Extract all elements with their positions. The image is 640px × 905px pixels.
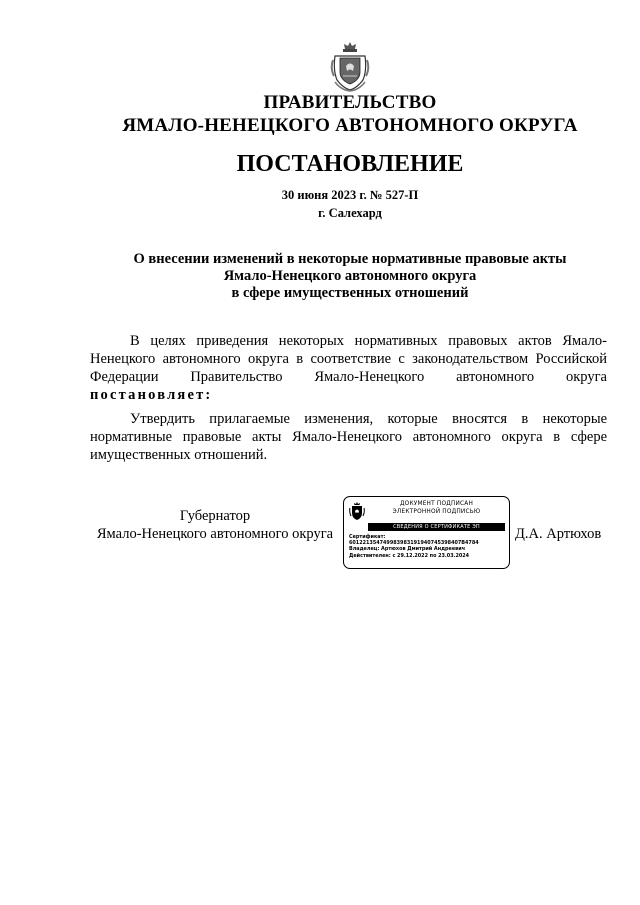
signatory-region: Ямало-Ненецкого автономного округа (96, 526, 334, 542)
stamp-cert-value: 601221354749983983191940745398407B4784 (349, 540, 479, 547)
stamp-cert-label: Сертификат: (349, 534, 386, 540)
resolution-paragraph (90, 410, 607, 464)
stamp-details (349, 534, 506, 559)
stamp-header (368, 501, 505, 516)
document-subject (0, 251, 640, 302)
paragraph-line: Ненецкого автономного округа в соответствие с законодательством Российской (90, 351, 607, 367)
paragraph-line: Утвердить прилагаемые изменения, которые вносятся в некоторые (130, 411, 607, 427)
subject-line: О внесении изменений в некоторые нормативные правовые акты (133, 251, 567, 267)
coat-of-arms-small-icon (349, 502, 365, 521)
government-name-line2: ЯМАЛО-НЕНЕЦКОГО АВТОНОМНОГО ОКРУГА (122, 115, 578, 136)
subject-line: в сфере имущественных отношений (231, 285, 469, 301)
electronic-signature-stamp (343, 496, 510, 569)
document-city: г. Салехард (318, 206, 382, 220)
stamp-owner: Владелец: Артюхов Дмитрий Андреевич (349, 546, 466, 553)
paragraph-line: Федерации Правительство Ямало-Ненецкого автономного округа (90, 369, 607, 385)
stamp-certificate-bar: СВЕДЕНИЯ О СЕРТИФИКАТЕ ЭП (368, 523, 505, 531)
paragraph-line: В целях приведения некоторых нормативных правовых актов Ямало- (130, 333, 607, 349)
stamp-header-line: ДОКУМЕНТ ПОДПИСАН (399, 501, 474, 507)
coat-of-arms-emblem (329, 40, 371, 92)
stamp-header-line: ЭЛЕКТРОННОЙ ПОДПИСЬЮ (392, 508, 481, 515)
signatory-title: Губернатор (179, 508, 251, 524)
subject-line: Ямало-Ненецкого автономного округа (223, 268, 477, 284)
preamble-paragraph (90, 332, 607, 404)
government-name-line1: ПРАВИТЕЛЬСТВО (263, 92, 437, 113)
stamp-validity: Действителен: с 29.12.2022 по 23.03.2024 (349, 552, 470, 559)
paragraph-line: нормативные правовые акты Ямало-Ненецкого автономного округа в сфере (90, 429, 607, 445)
document-type-title: ПОСТАНОВЛЕНИЕ (236, 151, 464, 177)
paragraph-line: имущественных отношений. (90, 447, 268, 463)
decree-word: постановляет: (90, 387, 213, 403)
document-date-number: 30 июня 2023 г. № 527-П (281, 188, 419, 202)
signatory-name: Д.А. Артюхов (515, 526, 602, 542)
